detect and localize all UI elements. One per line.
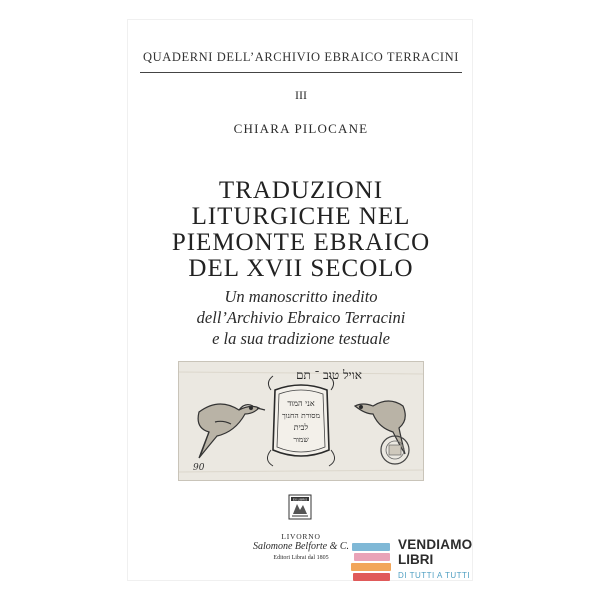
author-name: CHIARA PILOCANE <box>233 121 369 136</box>
cartouche-text: לבית <box>293 423 309 432</box>
badge-tagline: DI TUTTI A TUTTI <box>398 571 471 580</box>
subtitle-line: Un manoscritto inedito <box>224 287 378 306</box>
cartouche-text: אני המוד <box>287 399 315 408</box>
vendiamo-libri-badge <box>350 535 480 585</box>
manuscript-header-text: אויל טוב ־ תם <box>296 368 362 382</box>
cartouche-text: שמור <box>293 435 309 444</box>
publisher-city: LIVORNO <box>281 532 321 541</box>
manuscript-drawing <box>179 362 423 480</box>
series-title: QUADERNI DELL’ARCHIVIO EBRAICO TERRACINI <box>142 50 459 64</box>
publisher-name: Salomone Belforte & C. <box>252 541 350 552</box>
title-line: DEL XVII SECOLO <box>188 255 414 282</box>
cartouche-text: מסורת החנוך <box>281 411 321 420</box>
books-stack-icon <box>350 539 394 583</box>
book-subtitle <box>140 286 462 349</box>
title-line: PIEMONTE EBRAICO <box>171 229 431 256</box>
title-line: LITURGICHE NEL <box>191 203 411 230</box>
publisher-since: Editori Librai dal 1805 <box>273 555 329 561</box>
badge-line-1: VENDIAMO <box>398 537 473 552</box>
central-cartouche <box>267 376 334 466</box>
volume-number: III <box>295 88 307 102</box>
title-line: TRADUZIONI <box>218 177 384 204</box>
book-title <box>140 178 462 282</box>
folio-number: 90 <box>193 463 205 473</box>
series-divider <box>140 72 462 73</box>
logo-label: EX LIBRIS <box>292 497 308 502</box>
subtitle-line: dell’Archivio Ebraico Terracini <box>196 308 406 327</box>
badge-line-2: LIBRI <box>398 552 434 567</box>
publisher-logo-icon <box>285 492 315 522</box>
subtitle-line: e la sua tradizione testuale <box>212 329 390 348</box>
manuscript-illustration <box>178 361 424 481</box>
